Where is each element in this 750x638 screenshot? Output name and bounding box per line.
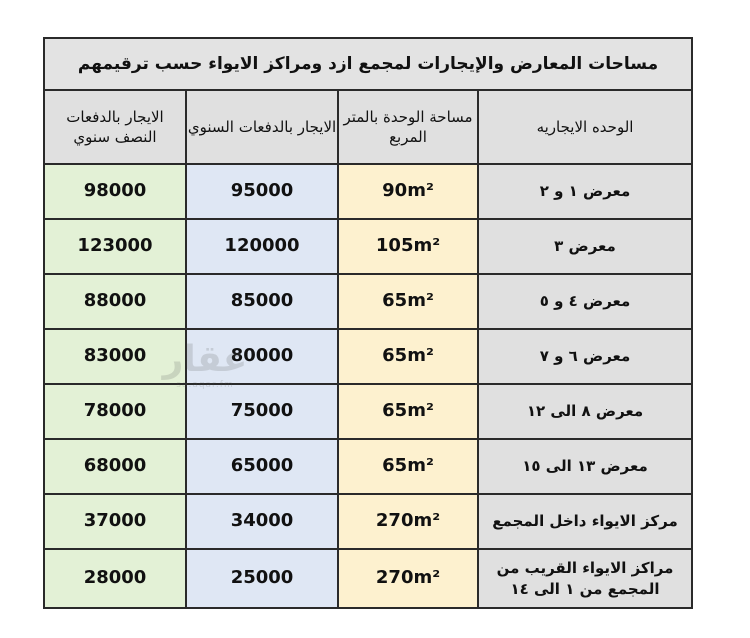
header-unit: الوحده الايجاريه: [477, 91, 691, 165]
table-row: [45, 440, 691, 495]
rental-table: [43, 37, 693, 609]
table-row: [45, 220, 691, 275]
unit-cell: معرض ١٣ الى ١٥: [477, 440, 691, 495]
table-row: [45, 330, 691, 385]
area-value: 65: [382, 455, 408, 477]
area-cell: [337, 165, 477, 220]
unit-cell: معرض ٤ و ٥: [477, 275, 691, 330]
unit-cell: مراكز الايواء القريب من المجمع من ١ الى ١٤: [477, 550, 691, 607]
area-unit: m²: [407, 345, 434, 367]
header-annual: الايجار بالدفعات السنوي: [185, 91, 337, 165]
area-value: 65: [382, 290, 408, 312]
area-cell: [337, 385, 477, 440]
area-unit: m²: [413, 510, 441, 532]
unit-cell: معرض ٣: [477, 220, 691, 275]
annual-cell: 120000: [185, 220, 337, 275]
annual-cell: 85000: [185, 275, 337, 330]
area-value: 105: [375, 235, 414, 257]
area-unit: m²: [407, 180, 434, 202]
header-area: مساحة الوحدة بالمتر المربع: [337, 91, 477, 165]
header-row: [45, 91, 691, 165]
area-value: 270: [375, 510, 414, 532]
table-row: [45, 385, 691, 440]
semi-annual-cell: 37000: [45, 495, 185, 550]
area-value: 270: [375, 567, 414, 589]
table-row: [45, 275, 691, 330]
annual-cell: 95000: [185, 165, 337, 220]
area-unit: m²: [413, 235, 441, 257]
semi-annual-cell: 98000: [45, 165, 185, 220]
area-cell: [337, 275, 477, 330]
semi-annual-cell: 83000: [45, 330, 185, 385]
annual-cell: 80000: [185, 330, 337, 385]
table-row: [45, 550, 691, 607]
area-cell: [337, 220, 477, 275]
area-cell: [337, 550, 477, 607]
semi-annual-cell: 123000: [45, 220, 185, 275]
annual-cell: 25000: [185, 550, 337, 607]
table-row: [45, 495, 691, 550]
area-value: 90: [382, 180, 408, 202]
annual-cell: 34000: [185, 495, 337, 550]
area-unit: m²: [407, 400, 434, 422]
table-title: مساحات المعارض والإيجارات لمجمع ازد ومراكز الايواء حسب ترقيمهم: [45, 39, 691, 91]
header-semi-annual: الايجار بالدفعات النصف سنوي: [45, 91, 185, 165]
area-unit: m²: [407, 290, 434, 312]
annual-cell: 65000: [185, 440, 337, 495]
semi-annual-cell: 88000: [45, 275, 185, 330]
area-unit: m²: [413, 567, 441, 589]
table-row: [45, 165, 691, 220]
area-cell: [337, 330, 477, 385]
unit-cell: مركز الايواء داخل المجمع: [477, 495, 691, 550]
area-value: 65: [382, 400, 408, 422]
unit-cell: معرض ٦ و ٧: [477, 330, 691, 385]
unit-cell: معرض ١ و ٢: [477, 165, 691, 220]
annual-cell: 75000: [185, 385, 337, 440]
area-unit: m²: [407, 455, 434, 477]
semi-annual-cell: 68000: [45, 440, 185, 495]
area-cell: [337, 495, 477, 550]
area-value: 65: [382, 345, 408, 367]
unit-cell: معرض ٨ الى ١٢: [477, 385, 691, 440]
semi-annual-cell: 78000: [45, 385, 185, 440]
area-cell: [337, 440, 477, 495]
semi-annual-cell: 28000: [45, 550, 185, 607]
